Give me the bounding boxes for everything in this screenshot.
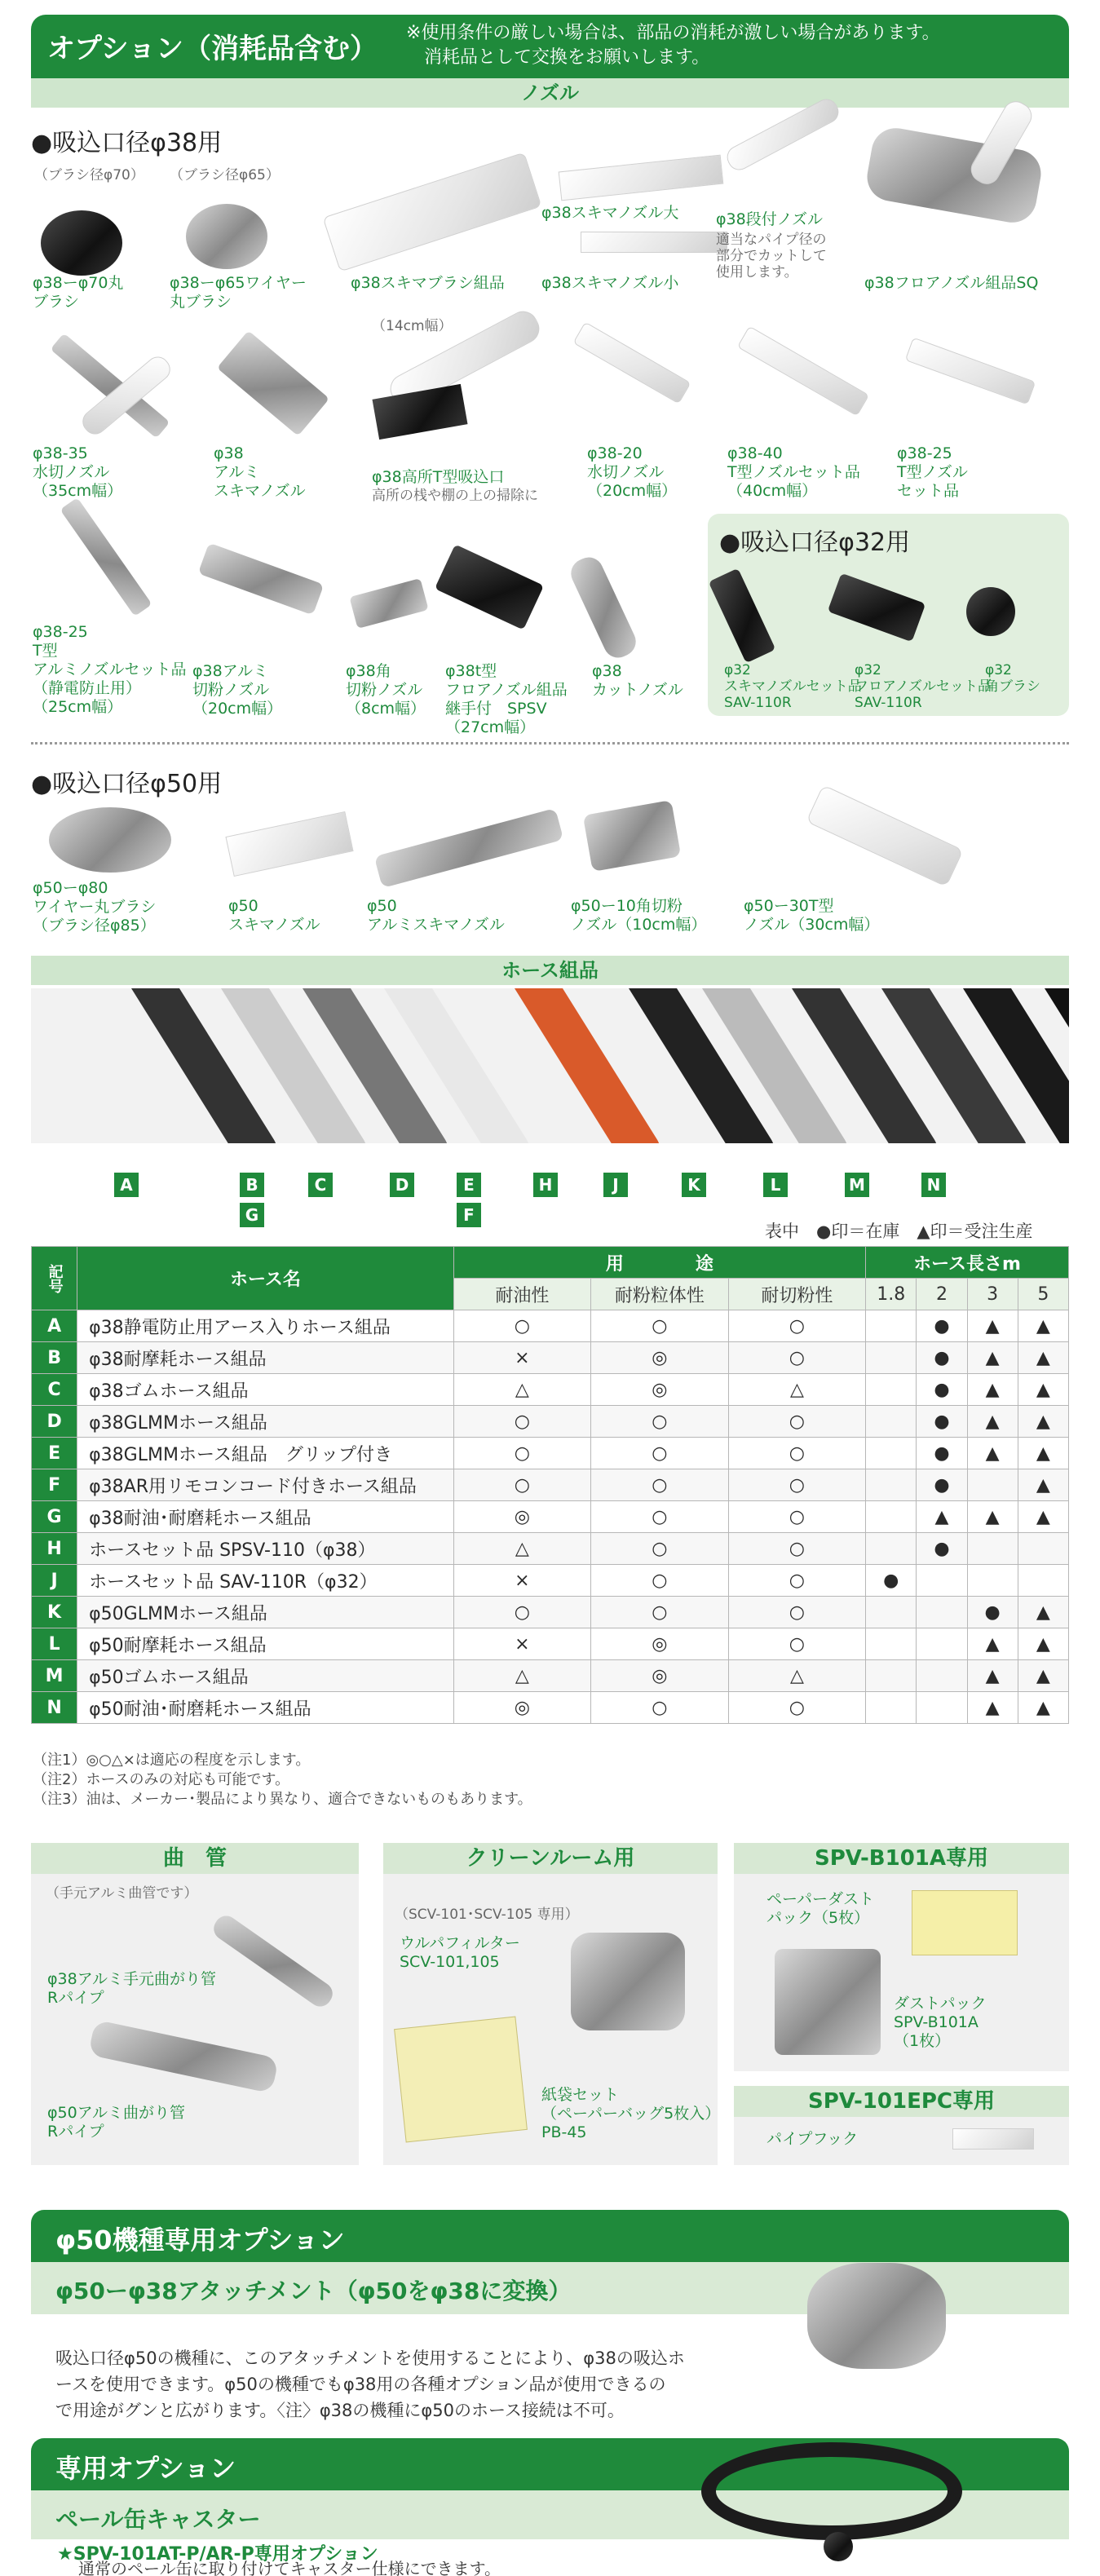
cleanroom-note: （SCV-101･SCV-105 専用） (395, 1907, 579, 1923)
round-brush-70-label: φ38ーφ70丸 ブラシ (33, 274, 124, 311)
row-use-rating: △ (728, 1660, 866, 1692)
hose-table (31, 1246, 1069, 1724)
col-code: 記号 (32, 1247, 77, 1310)
phi50-options-bar: φ50機種専用オプション (31, 2210, 1069, 2262)
row-use-rating: ○ (728, 1597, 866, 1628)
row-use-rating: ◎ (591, 1628, 729, 1660)
row-length-status: ▲ (967, 1438, 1018, 1469)
phi32-square-brush-image (966, 587, 1015, 636)
pail-caster-image (701, 2442, 962, 2540)
row-use-rating: ◎ (591, 1374, 729, 1406)
cut-nozzle-label: φ38 カットノズル (592, 662, 683, 699)
squeegee-35-label: φ38-35 水切ノズル （35cm幅） (33, 444, 123, 500)
table-row (32, 1660, 1069, 1692)
row-hose-name: φ50ゴムホース組品 (77, 1660, 453, 1692)
row-length-status (866, 1469, 917, 1501)
row-hose-name: φ38AR用リモコンコード付きホース組品 (77, 1469, 453, 1501)
phi50-gap-nozzle-image (225, 811, 353, 877)
row-length-status: ▲ (967, 1692, 1018, 1724)
row-use-rating: ○ (591, 1533, 729, 1565)
row-code: K (32, 1597, 77, 1628)
row-length-status (917, 1660, 967, 1692)
spv-101epc-title: SPV-101EPC専用 (734, 2086, 1069, 2117)
row-use-rating: ○ (728, 1342, 866, 1374)
row-length-status: ▲ (1018, 1342, 1068, 1374)
row-length-status (917, 1565, 967, 1597)
row-length-status: ▲ (967, 1406, 1018, 1438)
row-length-status: ▲ (1018, 1660, 1068, 1692)
hose-band: ホース組品 (31, 956, 1069, 985)
divider-dots (31, 742, 1069, 745)
row-code: G (32, 1501, 77, 1533)
row-length-status (866, 1501, 917, 1533)
gap-nozzle-small-image (581, 232, 727, 253)
hose-tag-f: F (457, 1203, 481, 1227)
paper-dust-pack-image (912, 1890, 1018, 1955)
row-hose-name: φ38静電防止用アース入りホース組品 (77, 1310, 453, 1342)
hose-tag-l: L (763, 1173, 788, 1197)
stepped-nozzle-desc: 適当なパイプ径の 部分でカットして 使用します。 (716, 232, 827, 281)
row-use-rating: ○ (728, 1628, 866, 1660)
table-row (32, 1533, 1069, 1565)
col-len-3: 3 (967, 1279, 1018, 1310)
phi32-floor-nozzle-label: φ32 フロアノズルセット品 SAV-110R (855, 662, 992, 711)
hose-tag-h: H (533, 1173, 558, 1197)
row-hose-name: φ50GLMMホース組品 (77, 1597, 453, 1628)
row-use-rating: ○ (591, 1469, 729, 1501)
row-use-rating: × (453, 1628, 591, 1660)
row-use-rating: ○ (728, 1438, 866, 1469)
row-length-status: ▲ (917, 1501, 967, 1533)
hose-tag-j: J (603, 1173, 628, 1197)
row-length-status: ● (917, 1469, 967, 1501)
spv-b101a-title: SPV-B101A専用 (734, 1843, 1069, 1874)
row-use-rating: △ (453, 1374, 591, 1406)
high-t-head-image (372, 384, 467, 440)
phi50-wire-brush-label: φ50ーφ80 ワイヤー丸ブラシ （ブラシ径φ85） (33, 879, 157, 935)
alu-gap-nozzle-image (217, 330, 329, 436)
row-length-status: ▲ (1018, 1374, 1068, 1406)
paper-bag-label: 紙袋セット （ペーパーバッグ5枚入） PB-45 (541, 2086, 721, 2141)
row-use-rating: × (453, 1342, 591, 1374)
hose-tag-a: A (114, 1173, 139, 1197)
col-len-5: 5 (1018, 1279, 1068, 1310)
row-length-status: ● (917, 1342, 967, 1374)
row-code: L (32, 1628, 77, 1660)
row-hose-name: φ38耐油･耐磨耗ホース組品 (77, 1501, 453, 1533)
table-row (32, 1406, 1069, 1438)
row-hose-name: φ38耐摩耗ホース組品 (77, 1342, 453, 1374)
table-legend: 表中 ●印＝在庫 ▲印＝受注生産 (765, 1222, 1033, 1241)
section-50-title: ●吸込口径φ50用 (31, 770, 223, 798)
hose-photo (31, 988, 1069, 1143)
row-length-status: ● (866, 1565, 917, 1597)
row-code: D (32, 1406, 77, 1438)
row-use-rating: △ (728, 1374, 866, 1406)
ulpa-filter-label: ウルパフィルター SCV-101,105 (400, 1934, 520, 1971)
table-row (32, 1501, 1069, 1533)
table-row (32, 1597, 1069, 1628)
col-name: ホース名 (77, 1247, 453, 1310)
page-title: オプション（消耗品含む） (47, 33, 378, 65)
table-row (32, 1469, 1069, 1501)
row-length-status (917, 1692, 967, 1724)
row-length-status (917, 1628, 967, 1660)
caster-wheel-image (824, 2532, 853, 2561)
row-length-status: ▲ (1018, 1501, 1068, 1533)
row-length-status (967, 1533, 1018, 1565)
phi50-square-chip-label: φ50ー10角切粉 ノズル（10cm幅） (571, 897, 707, 934)
row-length-status: ▲ (967, 1501, 1018, 1533)
gap-brush-image (323, 152, 542, 272)
phi50-wire-brush-image (49, 807, 171, 873)
table-row (32, 1438, 1069, 1469)
phi50-alu-gap-nozzle-image (374, 808, 564, 888)
pail-caster-description: 通常のペール缶に取り付けてキャスター仕様にできます。 (78, 2559, 501, 2576)
row-use-rating: ○ (453, 1438, 591, 1469)
phi50-gap-nozzle-label: φ50 スキマノズル (228, 897, 320, 934)
table-row (32, 1374, 1069, 1406)
hose-tag-k: K (682, 1173, 706, 1197)
hose-tag-b: B (240, 1173, 264, 1197)
row-length-status: ▲ (1018, 1692, 1068, 1724)
row-length-status: ▲ (967, 1628, 1018, 1660)
alu-t-nozzle-label: φ38-25 T型 アルミノズルセット品 （静電防止用） （25cm幅） (33, 623, 187, 716)
round-brush-70-image (41, 210, 122, 276)
phi32-gap-nozzle-label: φ32 スキマノズルセット品 SAV-110R (724, 662, 862, 711)
row-use-rating: ○ (591, 1501, 729, 1533)
row-length-status (866, 1597, 917, 1628)
row-use-rating: ○ (728, 1501, 866, 1533)
row-length-status (917, 1597, 967, 1628)
squeegee-20-image (573, 322, 691, 404)
row-use-rating: ○ (728, 1310, 866, 1342)
wire-brush-65-label: φ38ーφ65ワイヤー 丸ブラシ (170, 274, 307, 311)
gap-nozzle-small-label: φ38スキマノズル小 (541, 274, 679, 292)
row-use-rating: ◎ (453, 1692, 591, 1724)
row-length-status: ● (917, 1406, 967, 1438)
col-powder: 耐粉粒体性 (591, 1279, 729, 1310)
col-oil: 耐油性 (453, 1279, 591, 1310)
row-code: N (32, 1692, 77, 1724)
row-code: F (32, 1469, 77, 1501)
alu-chip-nozzle-image (198, 543, 325, 616)
row-length-status (866, 1406, 917, 1438)
row-length-status (866, 1660, 917, 1692)
row-hose-name: φ38GLMMホース組品 (77, 1406, 453, 1438)
row-use-rating: ○ (453, 1469, 591, 1501)
row-use-rating: △ (453, 1533, 591, 1565)
row-use-rating: ◎ (591, 1660, 729, 1692)
row-use-rating: ○ (728, 1565, 866, 1597)
row-hose-name: φ38ゴムホース組品 (77, 1374, 453, 1406)
row-length-status (866, 1374, 917, 1406)
paper-bag-image (394, 2017, 528, 2143)
row-use-rating: ○ (591, 1310, 729, 1342)
row-use-rating: ○ (453, 1406, 591, 1438)
row-code: A (32, 1310, 77, 1342)
row-use-rating: × (453, 1565, 591, 1597)
table-row (32, 1310, 1069, 1342)
row-length-status: ▲ (1018, 1310, 1068, 1342)
row-use-rating: ○ (728, 1533, 866, 1565)
row-code: B (32, 1342, 77, 1374)
table-row (32, 1342, 1069, 1374)
row-length-status (967, 1469, 1018, 1501)
pail-caster-subbar: ペール缶キャスター (31, 2490, 1069, 2539)
stepped-nozzle-label: φ38段付ノズル (716, 210, 823, 228)
row-hose-name: φ50耐摩耗ホース組品 (77, 1628, 453, 1660)
pipe-hook-image (952, 2128, 1034, 2150)
row-code: E (32, 1438, 77, 1469)
hose-tag-m: M (845, 1173, 869, 1197)
col-len-1-8: 1.8 (866, 1279, 917, 1310)
row-use-rating: ○ (591, 1692, 729, 1724)
alu-hand-bent-pipe-label: φ38アルミ手元曲がり管 Rパイプ (47, 1970, 216, 2007)
phi50-t-nozzle-label: φ50ー30T型 ノズル（30cm幅） (744, 897, 880, 934)
square-chip-nozzle-image (349, 578, 428, 629)
table-row (32, 1692, 1069, 1724)
col-length: ホース長さm (866, 1247, 1069, 1279)
row-hose-name: ホースセット品 SAV-110R（φ32） (77, 1565, 453, 1597)
hose-tag-d: D (390, 1173, 414, 1197)
paper-dust-pack-label: ペーパーダスト パック（5枚） (766, 1890, 875, 1927)
phi50-t-nozzle-image (806, 784, 963, 887)
bent-pipe-title: 曲 管 (31, 1843, 359, 1874)
row-code: J (32, 1565, 77, 1597)
row-length-status (866, 1310, 917, 1342)
cut-nozzle-image (566, 553, 640, 663)
row-use-rating: ○ (453, 1310, 591, 1342)
row-length-status (866, 1438, 917, 1469)
row-length-status: ▲ (1018, 1469, 1068, 1501)
cleanroom-title: クリーンルーム用 (383, 1843, 718, 1874)
row-length-status: ▲ (967, 1660, 1018, 1692)
alu-chip-nozzle-label: φ38アルミ 切粉ノズル （20cm幅） (192, 662, 283, 718)
row-length-status: ▲ (1018, 1438, 1068, 1469)
row-use-rating: ◎ (591, 1342, 729, 1374)
row-length-status (1018, 1565, 1068, 1597)
gap-brush-label: φ38スキマブラシ組品 (351, 274, 505, 292)
alu-gap-nozzle-label: φ38 アルミ スキマノズル (214, 444, 306, 500)
squeegee-20-label: φ38-20 水切ノズル （20cm幅） (587, 444, 678, 500)
square-chip-nozzle-label: φ38角 切粉ノズル （8cm幅） (346, 662, 426, 718)
phi50-alu-gap-label: φ50 アルミスキマノズル (367, 897, 505, 934)
t-nozzle-40-label: φ38-40 T型ノズルセット品 （40cm幅） (727, 444, 860, 500)
row-length-status (866, 1342, 917, 1374)
alu-bent-pipe-label: φ50アルミ曲がり管 Rパイプ (47, 2104, 185, 2141)
hose-tag-g: G (240, 1203, 264, 1227)
pipe-hook-label: パイプフック (766, 2130, 859, 2148)
hose-tag-n: N (921, 1173, 946, 1197)
t-nozzle-25-label: φ38-25 T型ノズル セット品 (897, 444, 968, 500)
row-code: H (32, 1533, 77, 1565)
row-length-status (866, 1628, 917, 1660)
row-length-status: ▲ (1018, 1597, 1068, 1628)
row-length-status (967, 1565, 1018, 1597)
row-use-rating: ○ (591, 1597, 729, 1628)
t-floor-nozzle-label: φ38t型 フロアノズル組品 継手付 SPSV （27cm幅） (445, 662, 568, 736)
row-use-rating: ◎ (453, 1501, 591, 1533)
row-use-rating: ○ (591, 1565, 729, 1597)
t-floor-nozzle-image (435, 544, 544, 630)
row-length-status: ● (967, 1597, 1018, 1628)
row-length-status: ▲ (1018, 1406, 1068, 1438)
attachment-image (807, 2263, 946, 2369)
col-chip: 耐切粉性 (728, 1279, 866, 1310)
row-length-status (1018, 1533, 1068, 1565)
ulpa-filter-image (571, 1933, 685, 2030)
row-length-status: ▲ (1018, 1628, 1068, 1660)
header-note: ※使用条件の厳しい場合は、部品の消耗が激しい場合があります。 消耗品として交換をお願いします。 (406, 23, 940, 68)
row-use-rating: ○ (728, 1692, 866, 1724)
alu-t-nozzle-image (60, 497, 152, 616)
gap-nozzle-large-image (559, 155, 724, 201)
section-38-title: ●吸込口径φ38用 (31, 129, 223, 157)
row-code: C (32, 1374, 77, 1406)
pail-caster-model: ★SPV-101AT-P/AR-P専用オプション (57, 2544, 378, 2565)
col-len-2: 2 (917, 1279, 967, 1310)
row-code: M (32, 1660, 77, 1692)
row-hose-name: ホースセット品 SPSV-110（φ38） (77, 1533, 453, 1565)
gap-nozzle-large-label: φ38スキマノズル大 (541, 204, 679, 222)
row-use-rating: ○ (728, 1469, 866, 1501)
hose-tag-e: E (457, 1173, 481, 1197)
high-t-label: φ38高所T型吸込口 (372, 468, 505, 486)
special-options-bar: 専用オプション (31, 2438, 1069, 2490)
row-use-rating: △ (453, 1660, 591, 1692)
brush-65-note: （ブラシ径φ65） (170, 167, 280, 183)
t-nozzle-25-image (905, 338, 1036, 405)
high-t-note: （14cm幅） (372, 318, 453, 334)
phi50-description: 吸込口径φ50の機種に、このアタッチメントを使用することにより、φ38の吸込ホ ースを使用できます。φ50の機種でもφ38用の各種オプション品が使用できるの で用途がグンと広がります。〈注〉φ38の機種にφ50のホース接続は不可。 (55, 2348, 685, 2420)
row-length-status: ● (917, 1374, 967, 1406)
row-hose-name: φ38GLMMホース組品 グリップ付き (77, 1438, 453, 1469)
phi32-square-brush-label: φ32 角ブラシ (985, 662, 1040, 695)
floor-nozzle-sq-label: φ38フロアノズル組品SQ (864, 274, 1039, 292)
table-notes: （注1）◎○△×は適応の程度を示します。 （注2）ホースのみの対応も可能です。 （注3）油は、メーカー･製品により異なり、適合できないものもあります。 (33, 1752, 532, 1808)
dust-pack-label: ダストパック SPV-B101A （1枚） (894, 1995, 987, 2050)
row-use-rating: ○ (728, 1406, 866, 1438)
row-length-status: ● (917, 1533, 967, 1565)
row-length-status: ▲ (967, 1342, 1018, 1374)
row-length-status: ▲ (967, 1374, 1018, 1406)
row-use-rating: ○ (591, 1438, 729, 1469)
row-length-status: ● (917, 1438, 967, 1469)
brush-70-note: （ブラシ径φ70） (34, 167, 144, 183)
section-32-title: ●吸込口径φ32用 (719, 528, 911, 557)
high-t-desc: 高所の桟や棚の上の掃除に (372, 488, 538, 504)
bent-pipe-note: （手元アルミ曲管です） (46, 1885, 198, 1902)
hose-e-image (491, 988, 668, 1143)
row-use-rating: ○ (591, 1406, 729, 1438)
table-row (32, 1628, 1069, 1660)
table-row (32, 1565, 1069, 1597)
phi50-attachment-subbar: φ50ーφ38アタッチメント（φ50をφ38に変換） (31, 2262, 1069, 2314)
row-hose-name: φ50耐油･耐磨耗ホース組品 (77, 1692, 453, 1724)
row-use-rating: ○ (453, 1597, 591, 1628)
row-length-status: ▲ (967, 1310, 1018, 1342)
dust-pack-image (775, 1949, 881, 2055)
row-length-status: ● (917, 1310, 967, 1342)
wire-brush-65-image (186, 204, 267, 269)
col-use: 用 途 (453, 1247, 866, 1279)
phi50-square-chip-image (583, 800, 681, 872)
nozzle-band: ノズル (31, 78, 1069, 108)
hose-tag-c: C (308, 1173, 333, 1197)
row-length-status (866, 1533, 917, 1565)
row-length-status (866, 1692, 917, 1724)
t-nozzle-40-image (737, 326, 869, 417)
